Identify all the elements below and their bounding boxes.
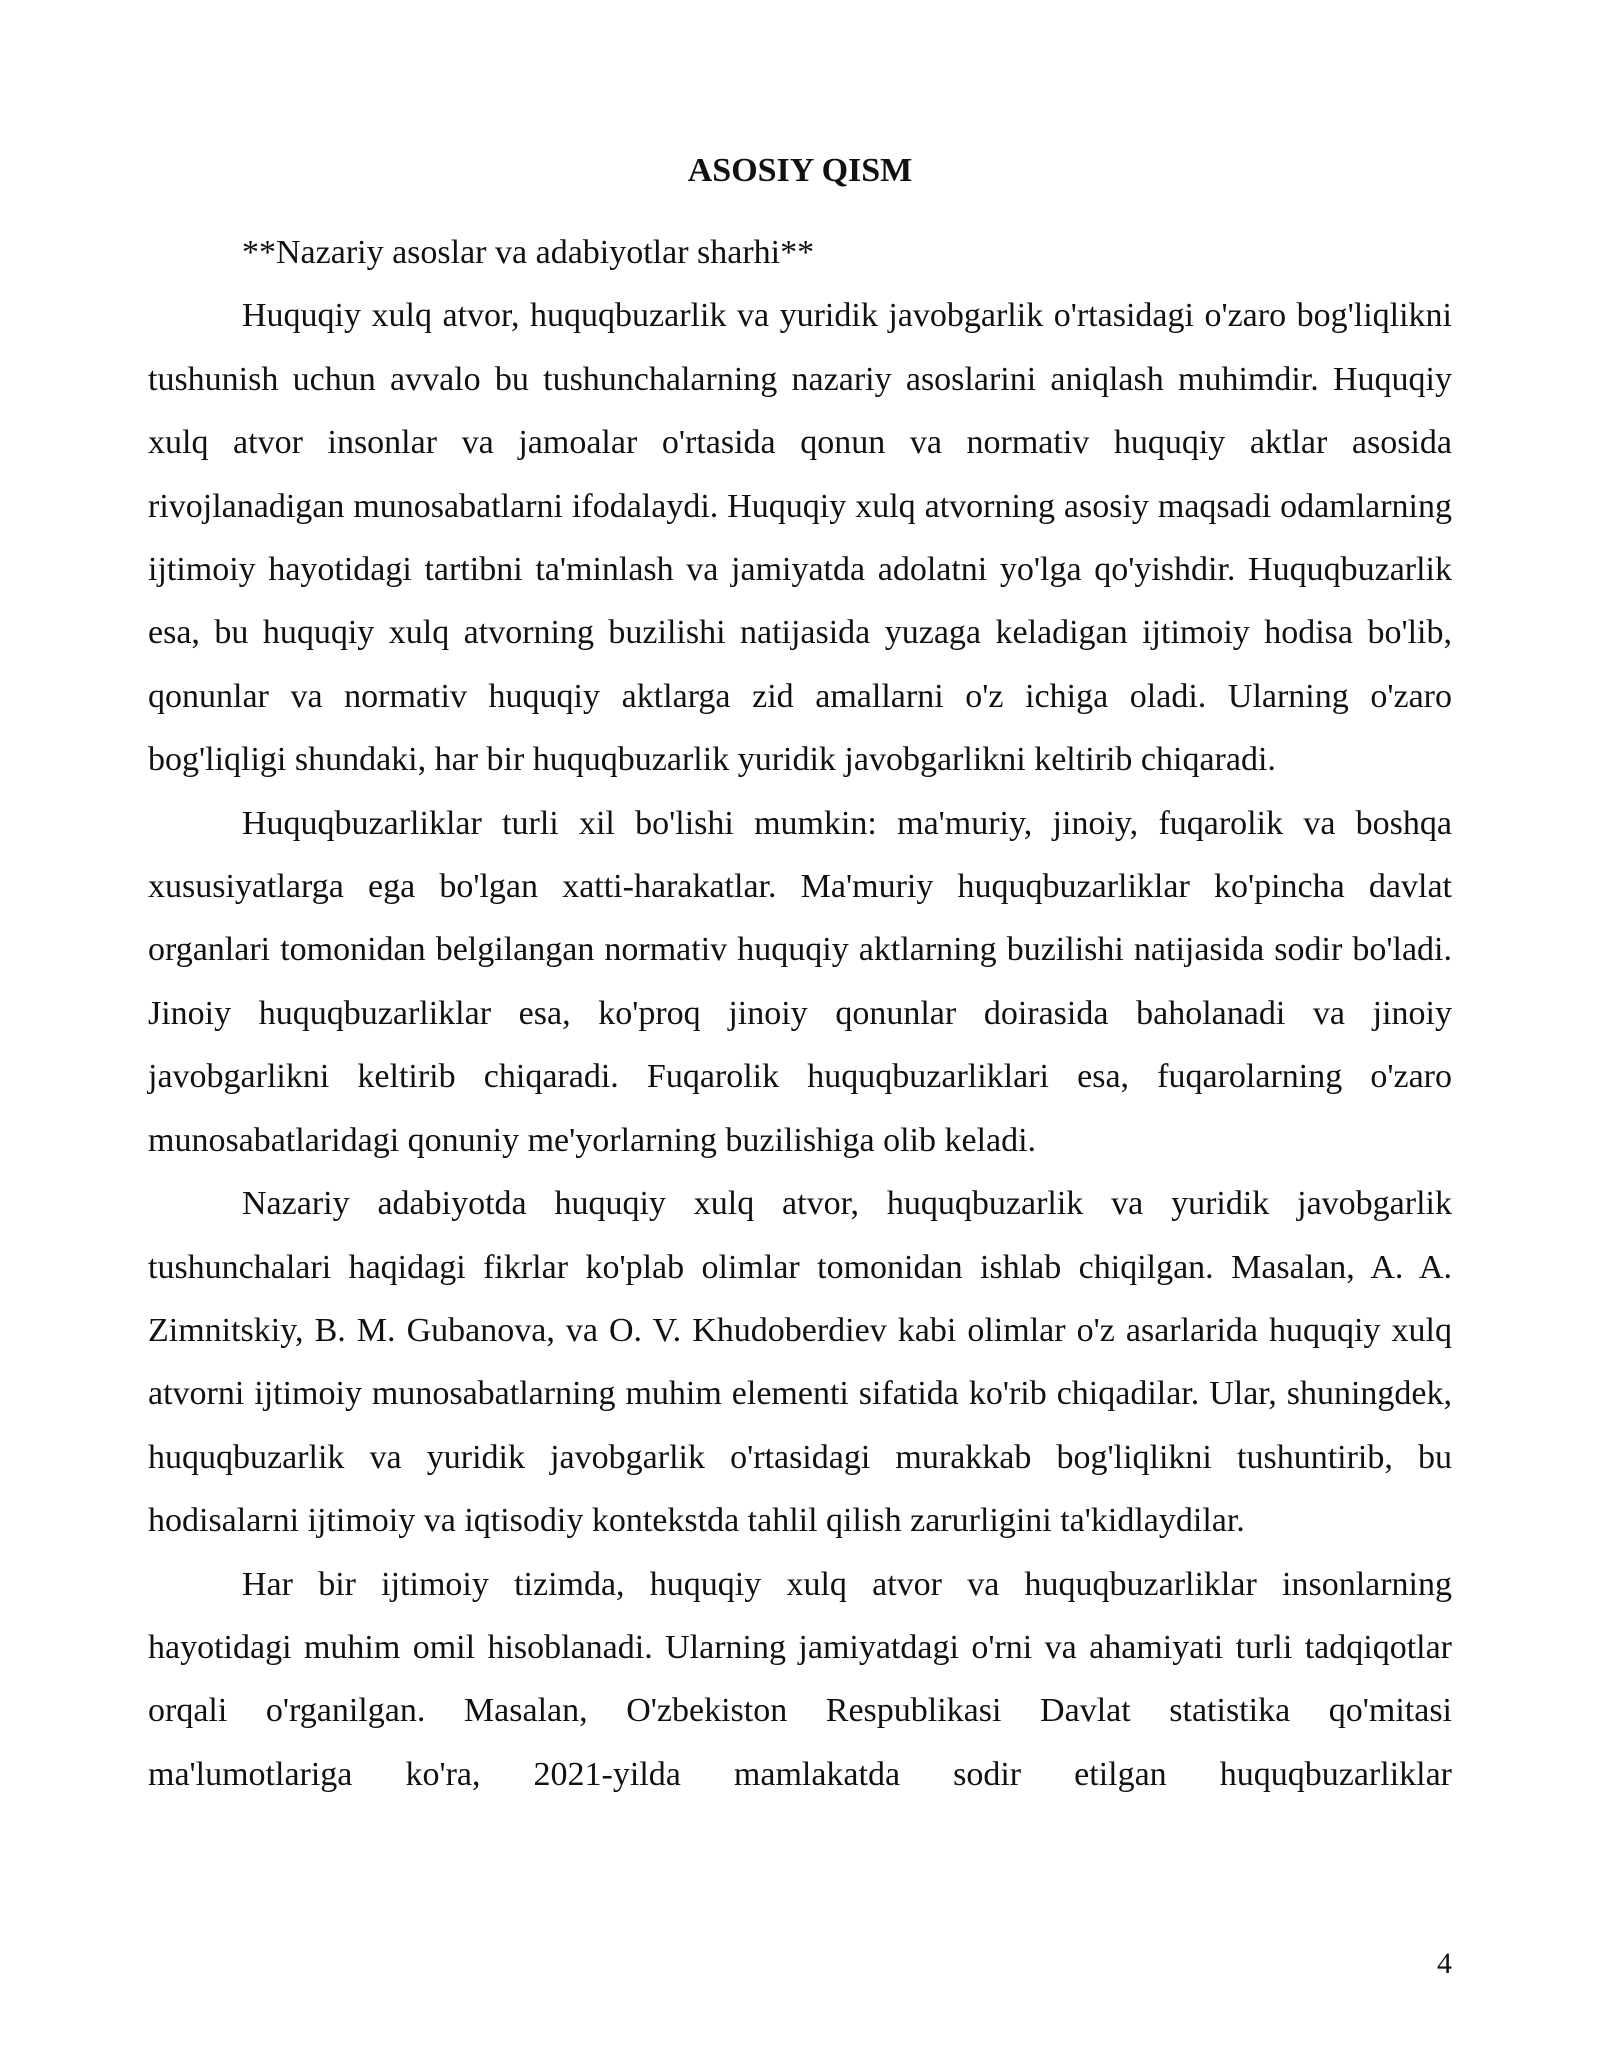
body-text [148,221,1452,1806]
subsection-title: **Nazariy asoslar va adabiyotlar sharhi** [242,234,815,271]
section-heading: ASOSIY QISM [687,152,913,189]
paragraph: Huquqbuzarliklar turli xil bo'lishi mumkin: ma'muriy, jinoiy, fuqarolik va boshqa xususiyatlarga ega bo'lgan xatti-harakatlar. Ma'muriy huquqbuzarliklar ko'pincha davlat organlari tomonidan belgilangan normativ huquqiy aktlarning buzilishi natijasida sodir bo'ladi. Jinoiy huquqbuzarliklar esa, ko'proq jinoiy qonunlar doirasida baholanadi va jinoiy javobgarlikni keltirib chiqaradi. Fuqarolik huquqbuzarliklari esa, fuqarolarning o'zaro munosabatlaridagi qonuniy me'yorlarning buzilishiga olib keladi. [148,804,1452,1159]
page-number: 4 [1437,1947,1452,1980]
paragraph: Har bir ijtimoiy tizimda, huquqiy xulq atvor va huquqbuzarliklar insonlarning hayotidagi muhim omil hisoblanadi. Ularning jamiyatdagi o'rni va ahamiyati turli tadqiqotlar orqali o'rganilgan. Masalan, O'zbekiston Respublikasi Davlat statistika qo'mitasi ma'lumotlariga ko'ra, 2021-yilda mamlakatda sodir etilgan huquqbuzarliklar [148,1565,1452,1793]
paragraph: Huquqiy xulq atvor, huquqbuzarlik va yuridik javobgarlik o'rtasidagi o'zaro bog'liqlikni tushunish uchun avvalo bu tushunchalarning nazariy asoslarini aniqlash muhimdir. Huquqiy xulq atvor insonlar va jamoalar o'rtasida qonun va normativ huquqiy aktlar asosida rivojlanadigan munosabatlarni ifodalaydi. Huquqiy xulq atvorning asosiy maqsadi odamlarning ijtimoiy hayotidagi tartibni ta'minlash va jamiyatda adolatni yo'lga qo'yishdir. Huquqbuzarlik esa, bu huquqiy xulq atvorning buzilishi natijasida yuzaga keladigan ijtimoiy hodisa bo'lib, qonunlar va normativ huquqiy aktlarga zid amallarni o'z ichiga oladi. Ularning o'zaro bog'liqligi shundaki, har bir huquqbuzarlik yuridik javobgarlikni keltirib chiqaradi. [148,297,1452,779]
paragraph: Nazariy adabiyotda huquqiy xulq atvor, huquqbuzarlik va yuridik javobgarlik tushunchalari haqidagi fikrlar ko'plab olimlar tomonidan ishlab chiqilgan. Masalan, A. A. Zimnitskiy, B. M. Gubanova, va O. V. Khudoberdiev kabi olimlar o'z asarlarida huquqiy xulq atvorni ijtimoiy munosabatlarning muhim elementi sifatida ko'rib chiqadilar. Ular, shuningdek, huquqbuzarlik va yuridik javobgarlik o'rtasidagi murakkab bog'liqlikni tushuntirib, bu hodisalarni ijtimoiy va iqtisodiy kontekstda tahlil qilish zarurligini ta'kidlaydilar. [148,1185,1452,1540]
